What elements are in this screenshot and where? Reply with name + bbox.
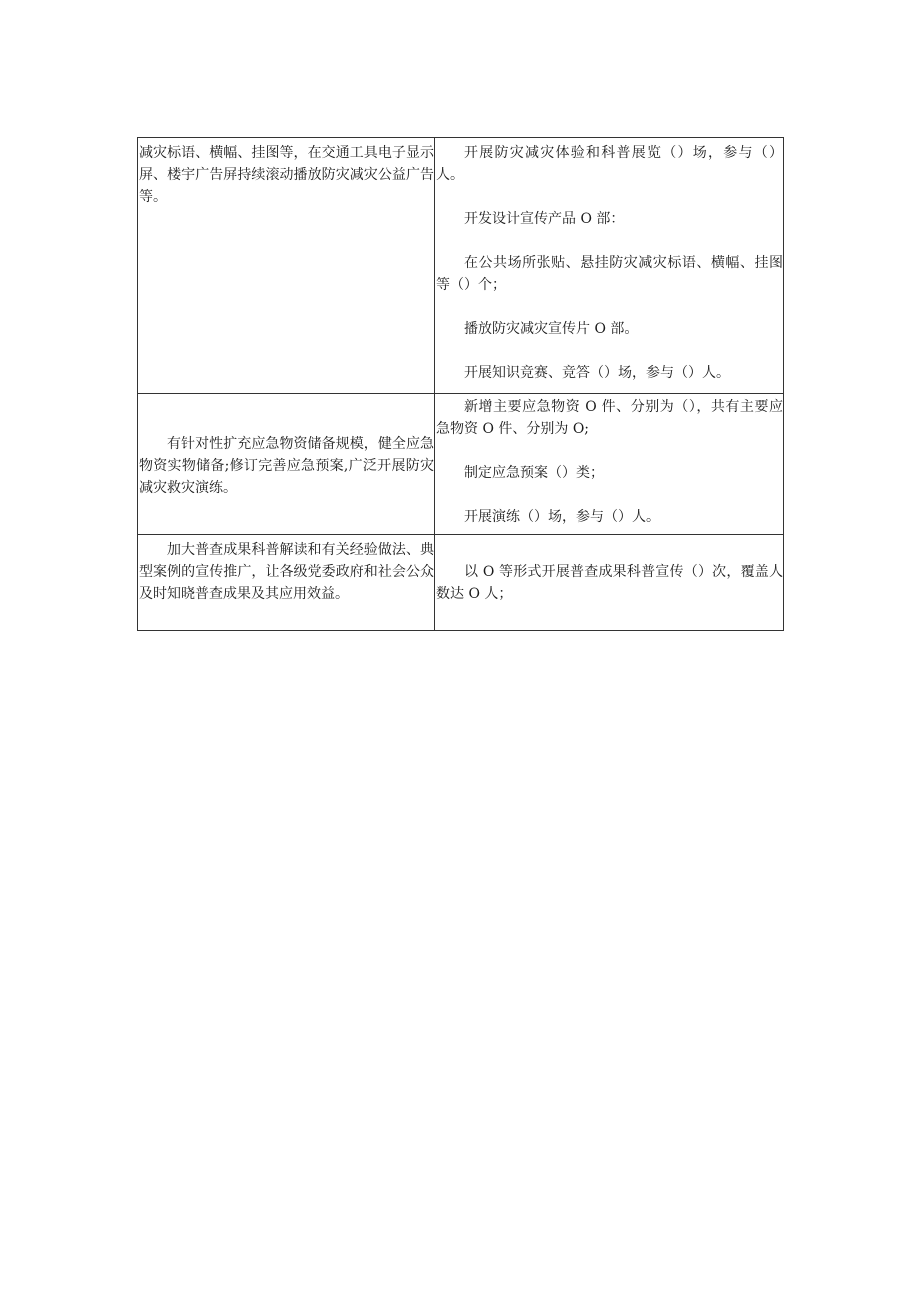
indicator-cell — [435, 535, 784, 631]
table-row — [138, 535, 784, 631]
indicator-item: 播放防灾减灾宣传片 O 部。 — [464, 321, 639, 337]
indicator-item: 新增主要应急物资 O 件、分别为（），共有主要应急物资 O 件、分别为 O; — [436, 399, 783, 437]
measure-text: 减灾标语、横幅、挂图等，在交通工具电子显示屏、楼宇广告屏持续滚动播放防灾减灾公益广告等。 — [139, 145, 434, 205]
indicator-item: 开展防灾减灾体验和科普展览（）场，参与（）人。 — [436, 145, 783, 183]
indicator-item: 在公共场所张贴、悬挂防灾减灾标语、横幅、挂图等（）个； — [436, 255, 783, 293]
measure-cell — [138, 138, 435, 394]
measure-cell — [138, 535, 435, 631]
indicator-item: 开发设计宣传产品 O 部： — [464, 211, 625, 227]
measure-text: 有针对性扩充应急物资储备规模，健全应急物资实物储备;修订完善应急预案,广泛开展防灾减灾救灾演练。 — [139, 436, 434, 496]
indicator-item: 开展演练（）场，参与（）人。 — [464, 509, 660, 525]
indicator-cell — [435, 138, 784, 394]
indicator-item: 开展知识竞赛、竞答（）场，参与（）人。 — [464, 365, 730, 381]
table-row — [138, 394, 784, 535]
indicator-item: 以 O 等形式开展普查成果科普宣传（）次，覆盖人数达 O 人； — [436, 563, 783, 602]
task-table — [137, 137, 784, 631]
measure-text: 加大普查成果科普解读和有关经验做法、典型案例的宣传推广，让各级党委政府和社会公众及时知晓普查成果及其应用效益。 — [139, 542, 434, 602]
indicator-item: 制定应急预案（）类； — [464, 465, 604, 481]
indicator-cell — [435, 394, 784, 535]
table-row — [138, 138, 784, 394]
measure-cell — [138, 394, 435, 535]
